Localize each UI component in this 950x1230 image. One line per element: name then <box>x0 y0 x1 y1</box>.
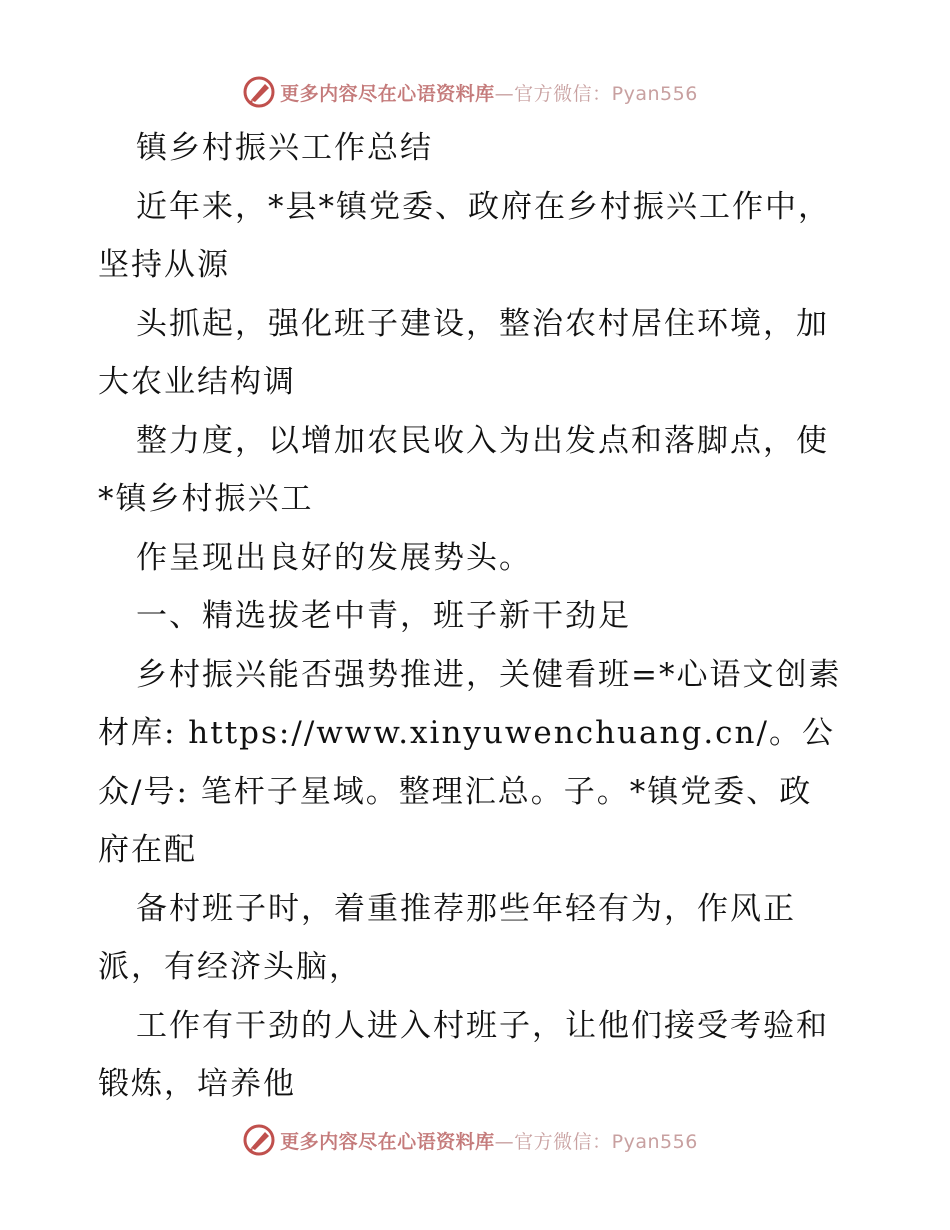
paragraph-line: 府在配 <box>98 832 197 868</box>
pen-logo-icon <box>242 75 276 109</box>
paragraph-line: 近年来，*县*镇党委、政府在乡村振兴工作中， <box>136 188 831 225</box>
paragraph-line: 整力度，以增加农民收入为出发点和落脚点，使 <box>136 422 829 459</box>
paragraph-line: 大农业结构调 <box>98 364 296 400</box>
paragraph-line: 众/号: 笔杆子星域。整理汇总。子。*镇党委、政 <box>98 773 813 810</box>
pen-logo-icon <box>242 1123 276 1157</box>
watermark-text <box>280 79 698 106</box>
paragraph-line: 派，有经济头脑， <box>98 949 362 985</box>
watermark-suffix: —官方微信：Pyan556 <box>494 82 698 105</box>
watermark-group <box>242 1123 698 1157</box>
paragraph-line: 工作有干劲的人进入村班子，让他们接受考验和 <box>136 1007 829 1044</box>
header-watermark <box>0 72 950 112</box>
watermark-text <box>280 1127 698 1154</box>
document-title: 镇乡村振兴工作总结 <box>136 130 433 166</box>
document-body <box>98 119 858 1114</box>
footer-watermark <box>0 1120 950 1160</box>
paragraph-line: 一、精选拔老中青，班子新干劲足 <box>136 598 631 634</box>
paragraph-line: *镇乡村振兴工 <box>98 481 314 517</box>
watermark-suffix: —官方微信：Pyan556 <box>494 1130 698 1153</box>
paragraph-line: 锻炼，培养他 <box>98 1066 296 1102</box>
paragraph-line: 乡村振兴能否强势推进，关健看班=*心语文创素 <box>136 656 842 693</box>
paragraph-line: 坚持从源 <box>98 247 230 283</box>
paragraph-line: 作呈现出良好的发展势头。 <box>136 539 532 576</box>
paragraph-line: 材库: https://www.xinyuwenchuang.cn/。公 <box>98 715 835 751</box>
watermark-brand: 更多内容尽在心语资料库 <box>280 82 495 105</box>
paragraph-line: 备村班子时，着重推荐那些年轻有为，作风正 <box>136 890 796 927</box>
paragraph-line: 头抓起，强化班子建设，整治农村居住环境，加 <box>136 305 829 342</box>
watermark-brand: 更多内容尽在心语资料库 <box>280 1130 495 1153</box>
watermark-group <box>242 75 698 109</box>
